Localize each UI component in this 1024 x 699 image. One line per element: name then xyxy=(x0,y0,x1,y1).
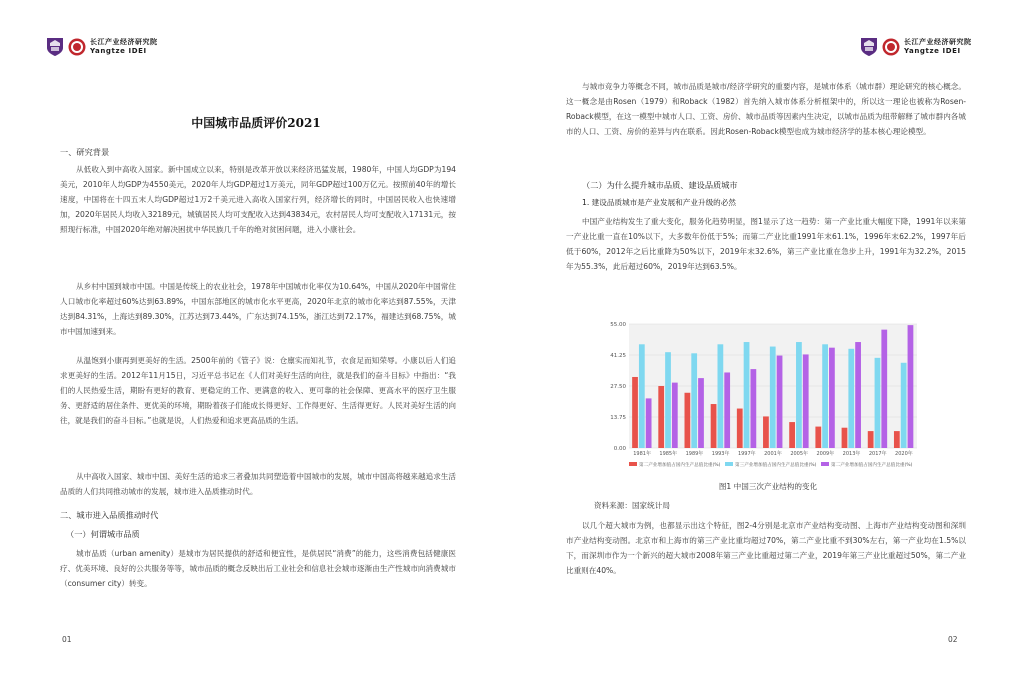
subsection-heading-industry: 1. 建设品质城市是产业发展和产业升级的必然 xyxy=(582,198,736,207)
x-tick-label: 1997年 xyxy=(737,451,756,457)
bar-series-2 xyxy=(822,344,828,448)
legend-label: 第二产业增加值占国内生产总值比重(%) xyxy=(639,463,721,468)
bar-series-3 xyxy=(750,369,756,448)
paragraph-rosen-roback: 与城市竞争力等概念不同，城市品质是城市/经济学研究的重要内容，是城市体系（城市群）理论研究的核心概念。这一概念是由Rosen（1979）和Roback（1982）首先纳入城市体系分析框架中的，所以这一理论也被称为Rosen-Roback模型，在这一模型中城市人口、工资、房价、城市品质等因素内生决定，以城市品质为纽带解释了城市群内各城市的人口、工资、房价的差异与内在联系。因此Rosen-Roback模型也成为城市经济学的基本核心理论模型。 xyxy=(566,82,966,136)
legend-label: 第三产业增加值占国内生产总值比重(%) xyxy=(735,463,817,468)
bar-series-1 xyxy=(685,393,691,448)
bar-series-1 xyxy=(763,416,769,448)
bar-series-3 xyxy=(908,325,914,448)
x-tick-label: 1989年 xyxy=(685,451,704,457)
logo-chinese-name: 长江产业经济研究院 xyxy=(904,38,972,46)
legend-swatch xyxy=(629,462,637,466)
paragraph-quality-era: 从中高收入国家、城市中国、美好生活的追求三者叠加共同塑造着中国城市的发展，城市中国高将越来越追求生活品质的人们共同推动城市的发展，城市进入品质推动时代。 xyxy=(60,472,456,496)
legend-swatch xyxy=(725,462,733,466)
university-crest-icon xyxy=(46,37,64,57)
bar-series-1 xyxy=(868,431,874,448)
bar-series-2 xyxy=(717,344,723,448)
paragraph-megacities: 以几个超大城市为例，也都显示出这个特征，图2-4分别是北京市产业结构变动图、上海市产业结构变动图和深圳市产业结构变动图。北京市和上海市的第三产业比重均超过70%，第二产业比重不到30%左右，第一产业均在1.5%以下，而深圳市作为一个新兴的超大城市2008年第三产业比重超过第二产业，2019年第三产业比重超过50%，第二产业比重则在40%。 xyxy=(566,521,966,575)
bar-series-3 xyxy=(829,348,835,448)
section-heading-quality-era: 二、城市进入品质推动时代 xyxy=(60,510,159,520)
paragraph-income: 从低收入到中高收入国家。新中国成立以来，特别是改革开放以来经济迅猛发展，1980年，中国人均GDP为194美元，2010年人均GDP为4550美元，2020年人均GDP超过1万美元，同年GDP超过100万亿元。按照前40年的增长速度，中国将在十四五末人均GDP超过1万2千美元进入高收入国家行列，经济增长的同时，中国居民收入也快速增加，2020年居民人均收入32189元，城镇居民人均可支配收入达到43834元，农村居民人均可支配收入17131元，按照现行标准，中国2020年绝对解决困扰中华民族几千年的绝对贫困问题，进入小康社会。 xyxy=(60,165,456,234)
legend-label: 第二产业增加值占国内生产总值比重(%) xyxy=(831,463,913,468)
bar-series-1 xyxy=(658,386,664,448)
header-logo-right xyxy=(860,37,972,57)
subsection-heading-why-quality: （二）为什么提升城市品质、建设品质城市 xyxy=(582,180,738,190)
x-tick-label: 1993年 xyxy=(711,451,730,457)
bar-series-3 xyxy=(881,330,887,448)
logo-chinese-name: 长江产业经济研究院 xyxy=(90,38,158,46)
bar-series-2 xyxy=(691,353,697,448)
bar-series-2 xyxy=(875,358,881,448)
header-logo xyxy=(46,37,158,57)
bar-series-1 xyxy=(632,377,638,448)
bar-series-3 xyxy=(803,354,809,448)
y-tick-label: 55.00 xyxy=(610,322,626,328)
data-source: 资料来源：国家统计局 xyxy=(594,501,670,510)
institute-seal-icon xyxy=(882,38,900,56)
x-tick-label: 2013年 xyxy=(842,451,861,457)
x-tick-label: 2001年 xyxy=(764,451,782,457)
bar-series-2 xyxy=(901,363,907,448)
bar-series-3 xyxy=(777,356,783,448)
bar-series-2 xyxy=(796,342,802,448)
paragraph-industrial-structure: 中国产业结构发生了重大变化，服务化趋势明显，图1显示了这一趋势：第一产业比重大幅度下降，1991年以来第一产业比重一直在10%以下，大多数年份低于5%；而第二产业比重1991年末61.1%，1996年末62.2%，1997年后低于60%，2012年之后比重降为50%以下，2019年末32.6%，第三产业比重在急步上升，1991年为32.2%，2015年为55.3%，此后超过60%，2019年达到63.5%。 xyxy=(566,217,966,271)
university-crest-icon xyxy=(860,37,878,57)
bar-series-2 xyxy=(770,347,776,448)
logo-english-name: Yangtze IDEI xyxy=(90,47,147,55)
bar-series-3 xyxy=(646,398,652,448)
report-title: 中国城市品质评价2021 xyxy=(191,116,321,130)
x-tick-label: 2009年 xyxy=(816,451,835,457)
bar-series-1 xyxy=(894,431,900,448)
paragraph-better-life: 从温饱到小康再到更美好的生活。2500年前的《管子》说：仓廪实而知礼节，衣食足而知荣辱。小康以后人们追求更美好的生活。2012年11月15日，习近平总书记在《人们对美好生活的向往，就是我们的奋斗目标》中指出：“我们的人民热爱生活，期盼有更好的教育、更稳定的工作、更满意的收入、更可靠的社会保障、更高水平的医疗卫生服务、更舒适的居住条件、更优美的环境，期盼着孩子们能成长得更好、工作得更好、生活得更好。人民对美好生活的向往，就是我们的奋斗目标。”也就是说，人们热爱和追求更高品质的生活。 xyxy=(60,356,456,425)
y-tick-label: 0.00 xyxy=(613,446,626,452)
logo-english-name: Yangtze IDEI xyxy=(904,47,961,55)
x-tick-label: 1981年 xyxy=(633,451,651,457)
bar-series-3 xyxy=(672,383,678,448)
bar-series-2 xyxy=(848,349,854,448)
industry-structure-chart xyxy=(595,318,925,496)
bar-series-2 xyxy=(665,352,671,448)
page-number-left: 01 xyxy=(62,635,72,644)
y-tick-label: 41.25 xyxy=(610,353,626,359)
section-heading-background: 一、研究背景 xyxy=(60,147,110,157)
subsection-heading-what-is-quality: （一）何谓城市品质 xyxy=(66,529,140,539)
x-tick-label: 1985年 xyxy=(659,451,678,457)
x-tick-label: 2020年 xyxy=(895,451,913,457)
bar-series-1 xyxy=(815,427,821,448)
bar-series-2 xyxy=(639,344,645,448)
x-tick-label: 2017年 xyxy=(868,451,887,457)
bar-series-1 xyxy=(789,422,795,448)
bar-series-1 xyxy=(737,409,743,448)
y-tick-label: 13.75 xyxy=(610,415,626,421)
x-tick-label: 2005年 xyxy=(790,451,809,457)
bar-chart-svg xyxy=(595,318,925,478)
bar-series-1 xyxy=(842,428,848,448)
bar-series-1 xyxy=(711,404,717,448)
bar-series-3 xyxy=(855,342,861,448)
legend-swatch xyxy=(821,462,829,466)
y-tick-label: 27.50 xyxy=(610,384,626,390)
paragraph-urbanization: 从乡村中国到城市中国。中国是传统上的农业社会，1978年中国城市化率仅为10.64%，中国从2020年中国常住人口城市化率超过60%达到63.89%，中国东部地区的城市化水平更高，2020年北京的城市化率达到87.55%，天津达到84.31%，上海达到89.30%，江苏达到73.44%，广东达到74.15%，浙江达到72.17%，福建达到68.75%，城市中国加速到来。 xyxy=(60,282,456,336)
paragraph-urban-amenity: 城市品质（urban amenity）是城市为居民提供的舒适和便宜性，是供居民“消费”的能力，这些消费包括健康医疗、优美环境、良好的公共服务等等，城市品质的概念反映出后工业社会和信息社会城市逐渐由生产性城市向消费城市（consumer city）转变。 xyxy=(60,549,456,588)
bar-series-3 xyxy=(724,372,730,448)
bar-series-3 xyxy=(698,378,704,448)
bar-series-2 xyxy=(744,342,750,448)
institute-seal-icon xyxy=(68,38,86,56)
page-number-right: 02 xyxy=(948,635,958,644)
figure-caption: 图1 中国三次产业结构的变化 xyxy=(718,482,818,491)
